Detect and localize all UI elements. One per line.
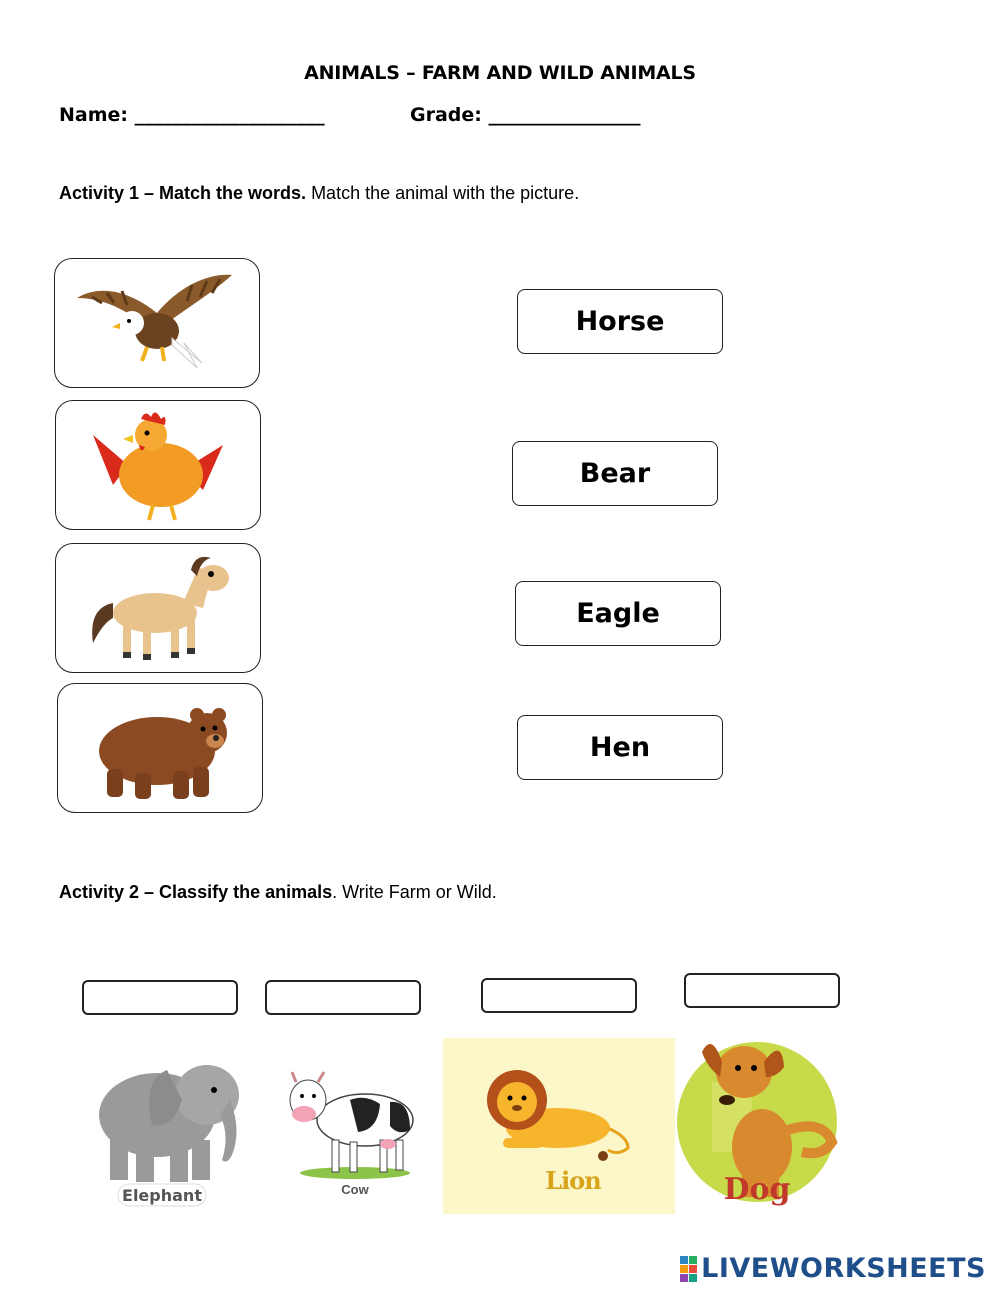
activity1-heading-bold: Activity 1 – Match the words. [59, 183, 307, 203]
activity1-heading-rest: Match the animal with the picture. [306, 183, 580, 203]
word-box-eagle[interactable]: Eagle [515, 581, 721, 646]
activity1-heading [59, 183, 579, 204]
answer-input-lion[interactable] [481, 978, 637, 1013]
picture-box-eagle [54, 258, 260, 388]
eagle-icon [72, 273, 242, 373]
picture-box-horse [55, 543, 261, 673]
name-field-label: Name: ____________________ [59, 104, 325, 126]
picture-box-hen [55, 400, 261, 530]
horse-icon [83, 548, 233, 668]
bear-icon [85, 693, 235, 803]
caption-elephant: Elephant [122, 1186, 202, 1205]
grade-field-label: Grade: ________________ [410, 104, 641, 126]
picture-dog [672, 1022, 847, 1217]
cow-icon [270, 1060, 435, 1200]
picture-cow [270, 1060, 435, 1200]
picture-lion [443, 1038, 675, 1214]
liveworksheets-logo [680, 1253, 986, 1284]
answer-input-elephant[interactable] [82, 980, 238, 1015]
activity2-heading-bold: Activity 2 – Classify the animals [59, 882, 333, 902]
worksheet-title: ANIMALS – FARM AND WILD ANIMALS [304, 62, 696, 84]
caption-lion: Lion [545, 1166, 601, 1195]
activity2-heading [59, 882, 497, 903]
caption-dog: Dog [723, 1172, 791, 1207]
picture-elephant [62, 1040, 262, 1215]
word-box-horse[interactable]: Horse [517, 289, 723, 354]
word-box-hen[interactable]: Hen [517, 715, 723, 780]
logo-grid-icon [680, 1256, 697, 1282]
answer-input-cow[interactable] [265, 980, 421, 1015]
logo-text: LIVEWORKSHEETS [701, 1253, 986, 1284]
answer-input-dog[interactable] [684, 973, 840, 1008]
hen-icon [83, 405, 233, 525]
picture-box-bear [57, 683, 263, 813]
activity2-heading-rest: . Write Farm or Wild. [332, 882, 497, 902]
caption-cow: Cow [341, 1182, 369, 1197]
word-box-bear[interactable]: Bear [512, 441, 718, 506]
